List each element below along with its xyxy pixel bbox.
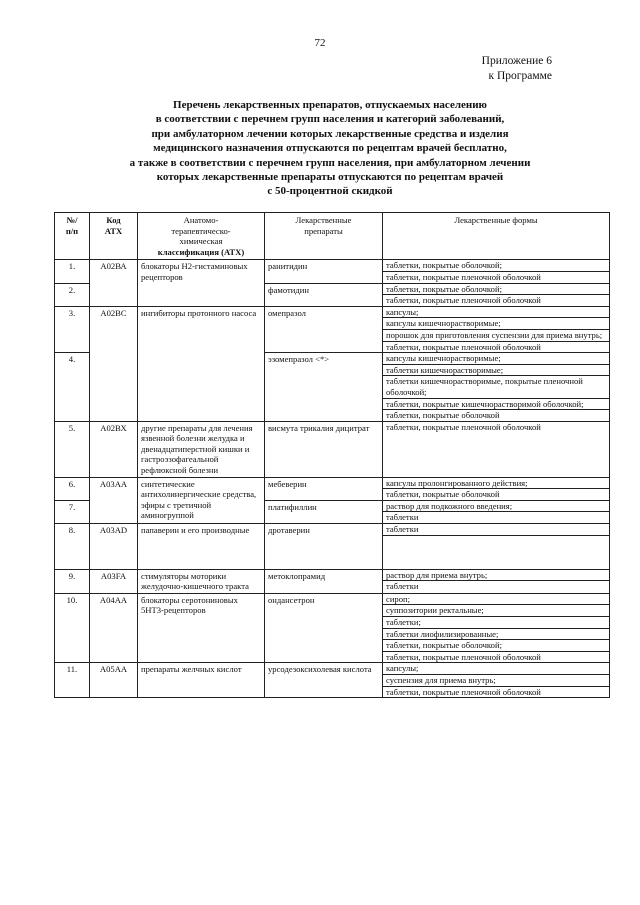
drug-name: фамотидин (265, 283, 383, 306)
title-line: которых лекарственные препараты отпускаются по рецептам врачей (156, 171, 504, 184)
row-number: 11. (55, 663, 90, 698)
drug-name: висмута трикалия дицитрат (265, 421, 383, 477)
appendix-note (482, 54, 552, 84)
dosage-forms (383, 569, 610, 593)
dosage-form: таблетки (386, 512, 419, 523)
drug-name: дротаверин (265, 524, 383, 570)
dosage-forms (383, 283, 610, 306)
table-row (55, 593, 610, 663)
row-number: 2. (55, 283, 90, 306)
page-number: 72 (314, 37, 326, 49)
atc-code: А03FA (90, 569, 138, 593)
dosage-forms (383, 500, 610, 523)
row-number: 6. (55, 477, 90, 500)
atc-code: А04АА (90, 593, 138, 663)
table-header-row (55, 213, 610, 260)
dosage-form: сироп; (383, 594, 609, 606)
dosage-form: капсулы; (383, 663, 609, 675)
atc-code: А03AD (90, 524, 138, 570)
dosage-form: капсулы кишечнорастворимые; (383, 318, 609, 330)
row-number: 10. (55, 593, 90, 663)
header-drugs: Лекарственные препараты (265, 213, 383, 260)
header-number: №/ п/п (55, 213, 90, 260)
atc-group: ингибиторы протонного насоса (138, 306, 265, 421)
drug-name: урсодезоксихолевая кислота (265, 663, 383, 698)
header-atc-classification: Анатомо- терапевтическо- химическая классификация (АТХ) (138, 213, 265, 260)
table-row (55, 663, 610, 698)
header-atc-code: Код АТХ (90, 213, 138, 260)
dosage-forms (383, 306, 610, 352)
dosage-form: таблетки кишечнорастворимые; (383, 365, 609, 377)
title-line: при амбулаторном лечении которых лекарственные средства и изделия (151, 127, 509, 140)
dosage-form: таблетки, покрытые пленочной оболочкой (386, 651, 541, 662)
dosage-forms (383, 353, 610, 422)
dosage-form: капсулы; (383, 307, 609, 319)
atc-group: блокаторы Н2-гистаминовых рецепторов (138, 260, 265, 306)
appendix-line: к Программе (488, 70, 552, 82)
atc-group: синтетические антихолинергические средства, эфиры с третичной аминогруппой (138, 477, 265, 523)
table-row (55, 477, 610, 500)
dosage-form: таблетки, покрытые пленочной оболочкой (386, 686, 541, 697)
dosage-form: суппозитории ректальные; (383, 605, 609, 617)
dosage-form: таблетки (383, 524, 609, 536)
drug-name: омепразол (265, 306, 383, 352)
dosage-form: таблетки кишечнорастворимые, покрытые пленочной оболочкой; (383, 376, 609, 398)
atc-group: препараты желчных кислот (138, 663, 265, 698)
title-line: в соответствии с перечнем групп населения и категорий заболеваний, (155, 113, 505, 126)
drug-name: платифиллин (265, 500, 383, 523)
table-row (55, 306, 610, 352)
dosage-form: таблетки, покрытые оболочкой; (383, 284, 609, 296)
drug-name: эзомепразол <*> (265, 353, 383, 422)
atc-code: А02ВА (90, 260, 138, 306)
dosage-forms (383, 260, 610, 283)
drug-name: ранитидин (265, 260, 383, 283)
dosage-form: таблетки, покрытые оболочкой (386, 410, 500, 421)
row-number: 1. (55, 260, 90, 283)
dosage-forms (383, 593, 610, 663)
row-spacer (383, 536, 609, 547)
atc-code: А05АА (90, 663, 138, 698)
dosage-forms (383, 477, 610, 500)
dosage-form: таблетки, покрытые оболочкой; (383, 640, 609, 652)
row-number: 9. (55, 569, 90, 593)
dosage-form: капсулы кишечнорастворимые; (383, 353, 609, 365)
row-number: 4. (55, 353, 90, 422)
row-number: 8. (55, 524, 90, 570)
atc-group: другие препараты для лечения язвенной болезни желудка и двенадцатиперстной кишки и гастроэзофагеальной рефлюксной болезни (138, 421, 265, 477)
table-row (55, 569, 610, 593)
table-row (55, 524, 610, 570)
dosage-form: таблетки, покрытые кишечнорастворимой оболочкой; (383, 399, 609, 411)
dosage-form: раствор для приема внутрь; (383, 570, 609, 582)
atc-group: папаверин и его производные (138, 524, 265, 570)
dosage-form: порошок для приготовления суспензии для приема внутрь; (383, 330, 609, 342)
row-spacer (383, 558, 609, 569)
dosage-forms (383, 524, 610, 570)
title-line: с 50-процентной скидкой (267, 185, 393, 198)
appendix-line: Приложение 6 (481, 55, 552, 67)
dosage-form: суспензия для приема внутрь; (383, 675, 609, 687)
atc-group: блокаторы серотониновых 5НТ3-рецепторов (138, 593, 265, 663)
dosage-form: таблетки, покрытые оболочкой (386, 489, 500, 500)
drug-name: метоклопрамид (265, 569, 383, 593)
dosage-form: таблетки, покрытые пленочной оболочкой (386, 295, 541, 306)
drug-name: ондансетрон (265, 593, 383, 663)
table-row (55, 421, 610, 477)
dosage-form: таблетки, покрытые оболочкой; (383, 260, 609, 272)
header-dosage-forms: Лекарственные формы (383, 213, 610, 260)
dosage-form: таблетки; (383, 617, 609, 629)
dosage-form: капсулы пролонгированного действия; (383, 478, 609, 490)
row-number: 3. (55, 306, 90, 352)
dosage-form: таблетки (386, 581, 419, 592)
dosage-form: таблетки, покрытые пленочной оболочкой (386, 421, 541, 432)
title-line: Перечень лекарственных препаратов, отпускаемых населению (173, 99, 487, 111)
dosage-form: таблетки, покрытые пленочной оболочкой (386, 271, 541, 282)
row-spacer (383, 547, 609, 558)
dosage-forms (383, 663, 610, 698)
dosage-form: раствор для подкожного введения; (383, 501, 609, 513)
dosage-form: таблетки лиофилизированные; (383, 629, 609, 641)
atc-group: стимуляторы моторики желудочно-кишечного тракта (138, 569, 265, 593)
drug-list-table (54, 212, 610, 698)
title-line: медицинского назначения отпускаются по рецептам врачей бесплатно, (153, 142, 507, 155)
row-number: 7. (55, 500, 90, 523)
atc-code: А02ВХ (90, 421, 138, 477)
dosage-form: таблетки, покрытые пленочной оболочкой (386, 341, 541, 352)
drug-name: мебеверин (265, 477, 383, 500)
title-line: а также в соответствии с перечнем групп населения, при амбулаторном лечении (129, 156, 531, 169)
row-number: 5. (55, 421, 90, 477)
dosage-forms (383, 421, 610, 477)
atc-code: А02ВС (90, 306, 138, 421)
document-title (70, 98, 590, 199)
table-row (55, 260, 610, 283)
atc-code: А03АА (90, 477, 138, 523)
